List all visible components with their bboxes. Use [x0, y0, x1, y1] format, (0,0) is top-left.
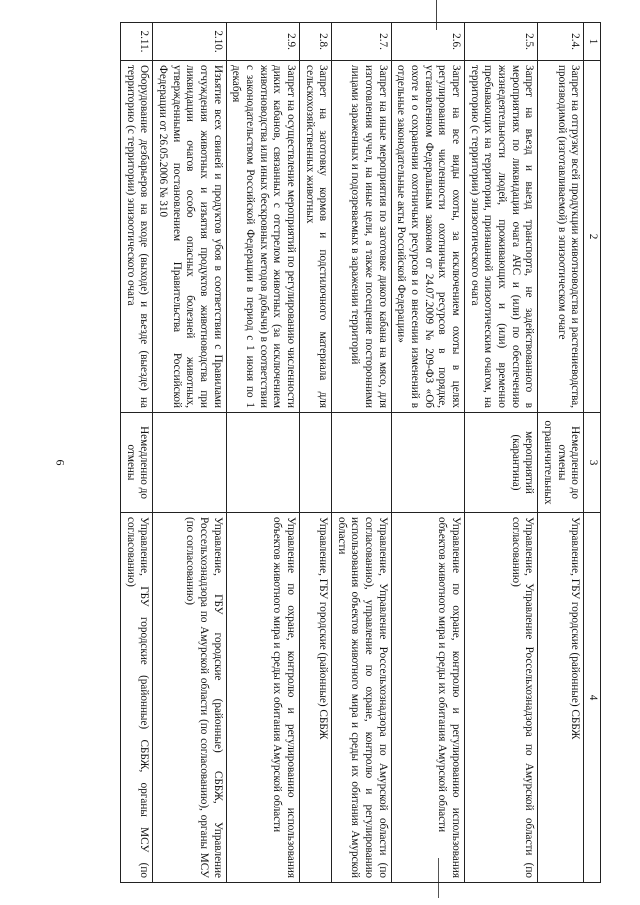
row-number: 2.10. [153, 23, 226, 61]
responsible-text: Управление, ГБУ городские (районные) СББЖ [538, 513, 584, 883]
column-header-2: 2 [584, 61, 601, 413]
table-row [153, 23, 226, 883]
row-number: 2.8. [299, 23, 331, 61]
measure-text: Запрет на все виды охоты, за исключением охоты в целях регулирования численности охотничьих ресурсов в порядке, установленном Федеральным законом от 24.07.2009 № 209-ФЗ «Об охоте и о сохранении охотничьих ресурсов и о внесении изменений в отдельные законодательные акты Российской Федерации» [391, 61, 464, 413]
row-number: 2.11. [121, 23, 153, 61]
timing-text [226, 413, 299, 513]
table-row [299, 23, 331, 883]
row-number: 2.6. [391, 23, 464, 61]
column-header-3: 3 [584, 413, 601, 513]
timing-text [391, 413, 464, 513]
timing-text: Немедленно до отмены [121, 413, 153, 513]
timing-text [332, 413, 392, 513]
row-number: 2.5. [465, 23, 538, 61]
measure-text: Запрет на въезд и выезд транспорта, не задействованного в мероприятиях по ликвидации очага АЧС и (или) по обеспечению жизнедеятельности людей, проживающих и (или) временно пребывающих на территории, признанной эпизоотическим очагом, на территорию (с территории) эпизоотического очага [465, 61, 538, 413]
row-number: 2.7. [332, 23, 392, 61]
timing-text: мероприятий (карантина) [465, 413, 538, 513]
timing-text [299, 413, 331, 513]
table-row [226, 23, 299, 883]
table-row [332, 23, 392, 883]
timing-text: Немедленно до отмены ограничительных [538, 413, 584, 513]
page-number: 6 [53, 459, 68, 466]
row-number: 2.9. [226, 23, 299, 61]
measure-text: Запрет на заготовку кормов и подстилочного материала для сельскохозяйственных животных [299, 61, 331, 413]
measures-table [120, 22, 601, 883]
responsible-text: Управление по охране, контролю и регулированию использования объектов животного мира и среды их обитания Амурской области [391, 513, 464, 883]
responsible-text: Управление, Управление Россельхознадзора по Амурской области (по согласованию), управление по охране, контролю и регулированию использования объектов животного мира и среды их обитания Амурской области [332, 513, 392, 883]
table-header-row [584, 23, 601, 883]
table-row [465, 23, 538, 883]
table-row [538, 23, 584, 883]
table-row [121, 23, 153, 883]
measure-text: Запрет на отгрузку всей продукции животноводства и растениеводства, производимой (изготавливаемой) в эпизоотическом очаге [538, 61, 584, 413]
measure-text: Запрет на иные мероприятия по заготовке дикого кабана на мясо, для изготовления чучел, на иные цели, а также посещение посторонними лицами зараженных и подозреваемых в заражении территорий [332, 61, 392, 413]
table-row [391, 23, 464, 883]
responsible-text: Управление по охране, контролю и регулированию использования объектов животного мира и среды их обитания Амурской области [226, 513, 299, 883]
measure-text: Запрет на осуществление мероприятий по регулированию численности диких кабанов, связанных с отстрелом животных (за исключением животноводства или иных бескровных методов добычи) в соответствии с законодательством Российской Федерации в период с 1 июня по 1 декабря [226, 61, 299, 413]
measure-text: Оборудование дезбарьеров на входе (выходе) и въезде (выезде) на территорию (с территории) эпизоотического очага [121, 61, 153, 413]
responsible-text: Управление, Управление Россельхознадзора по Амурской области (по согласованию) [465, 513, 538, 883]
row-number: 2.4. [538, 23, 584, 61]
timing-text [153, 413, 226, 513]
measure-text: Изъятие всех свиней и продуктов убоя в соответствии с Правилами отчуждения животных и изъятия продуктов животноводства при ликвидации очагов особо опасных болезней животных, утвержденными постановлением Правительства Российской Федерации от 26.05.2006 № 310 [153, 61, 226, 413]
rotated-table-container [78, 22, 601, 882]
column-header-1: 1 [584, 23, 601, 61]
responsible-text: Управление, ГБУ городские (районные) СББЖ [299, 513, 331, 883]
column-header-4: 4 [584, 513, 601, 883]
responsible-text: Управление, ГБУ городские (районные) СББЖ, Управление Россельхознадзора по Амурской области (по согласованию), органы МСУ (по согласованию) [153, 513, 226, 883]
responsible-text: Управление, ГБУ городские (районные) СББЖ, органы МСУ (по согласованию) [121, 513, 153, 883]
